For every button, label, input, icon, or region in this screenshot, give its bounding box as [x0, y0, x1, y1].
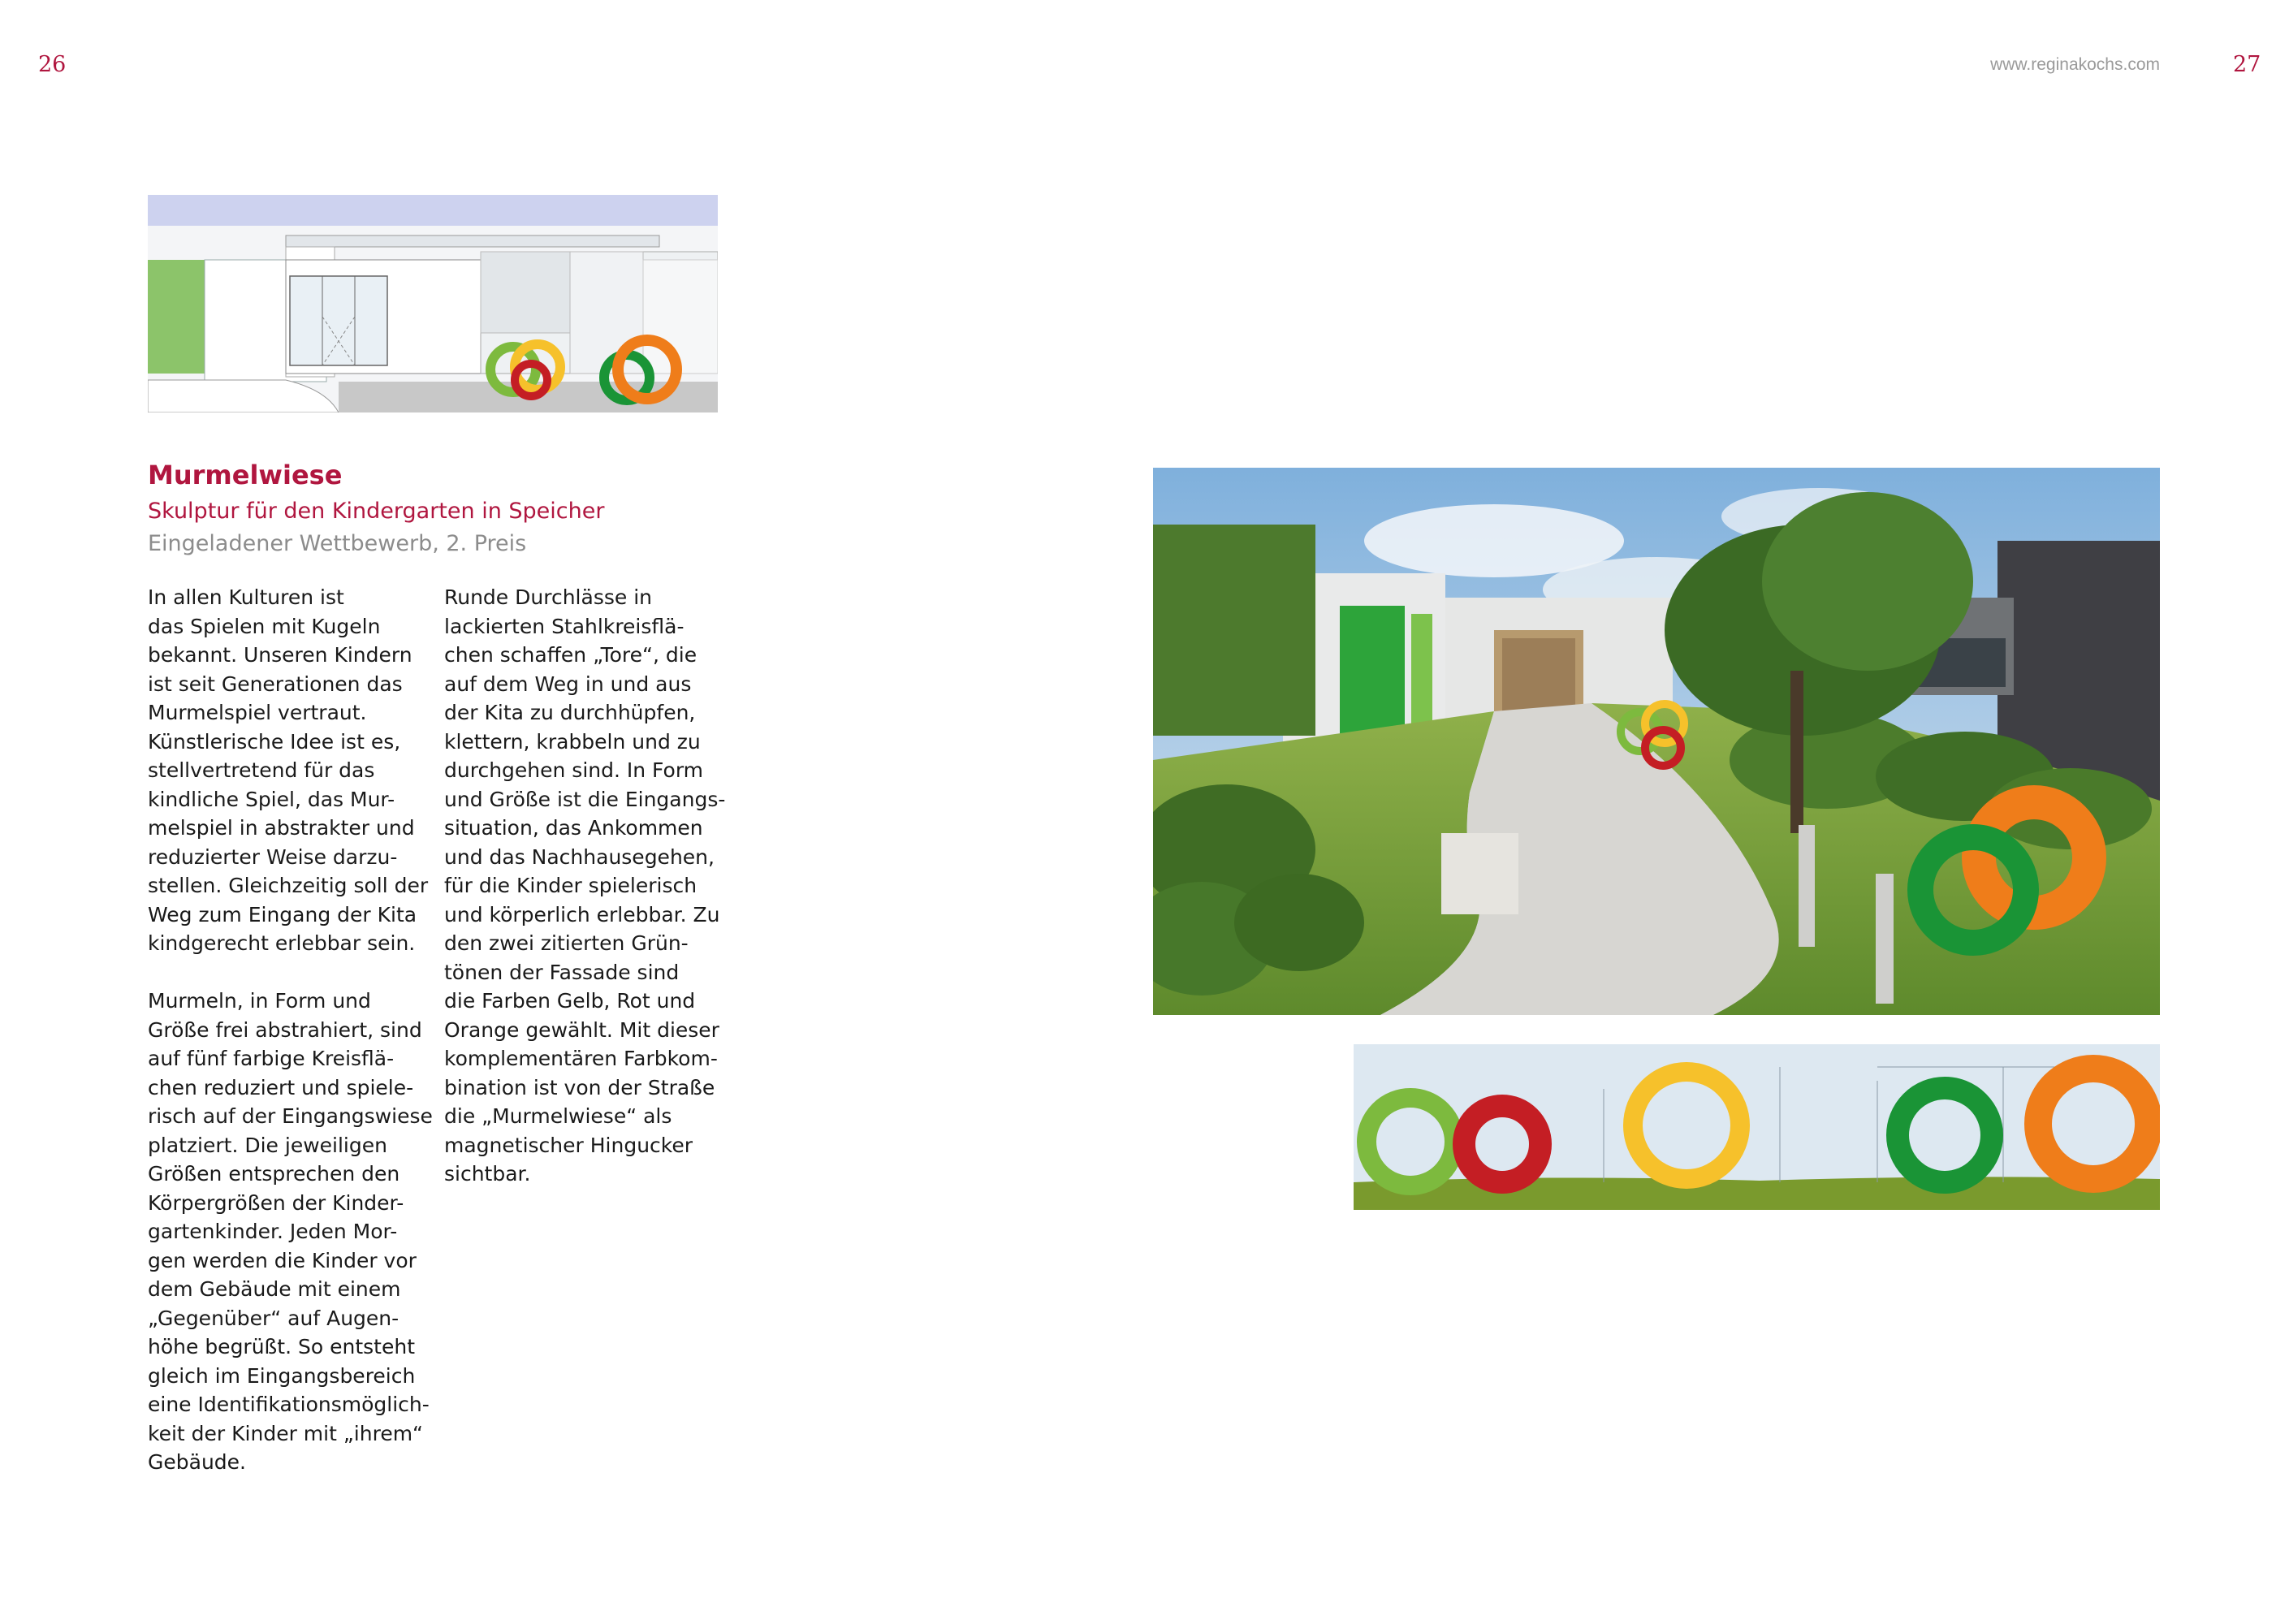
body-text-line: bekannt. Unseren Kindern [148, 643, 412, 667]
article-subtitle: Skulptur für den Kindergarten in Speicher [148, 499, 605, 524]
body-text-line: Weg zum Eingang der Kita [148, 902, 417, 926]
body-text-line: die Farben Gelb, Rot und [444, 989, 696, 1013]
sculpture-elevation-strip [1354, 1044, 2160, 1210]
body-text-line: Körpergrößen der Kinder- [148, 1190, 404, 1215]
body-text-line: „Gegenüber“ auf Augen- [148, 1306, 399, 1330]
paragraph-gap [148, 958, 428, 987]
page-number-left: 26 [38, 52, 67, 77]
body-text-line: sichtbar. [444, 1162, 531, 1186]
body-text-line: In allen Kulturen ist [148, 585, 344, 609]
body-text-line: gen werden die Kinder vor [148, 1248, 417, 1272]
body-text-line: die „Murmelwiese“ als [444, 1104, 672, 1128]
body-text-line: risch auf der Eingangswiese [148, 1104, 433, 1128]
website-url: www.reginakochs.com [1990, 55, 2160, 74]
body-text-line: den zwei zitierten Grün- [444, 931, 689, 955]
body-text-line: tönen der Fassade sind [444, 960, 680, 984]
body-text-line: gleich im Eingangsbereich [148, 1363, 416, 1388]
body-text-line: und das Nachhausegehen, [444, 844, 715, 869]
body-text-line: und Größe ist die Eingangs- [444, 787, 726, 811]
body-text-line: reduzierter Weise darzu- [148, 844, 398, 869]
body-text-line: gartenkinder. Jeden Mor- [148, 1220, 398, 1243]
body-text-line: Murmelspiel vertraut. [148, 701, 367, 724]
body-text-line: Größen entsprechen den [148, 1162, 400, 1186]
elevation-drawing [148, 195, 718, 412]
body-text-line: Künstlerische Idee ist es, [148, 729, 401, 754]
body-text-line: platziert. Die jeweiligen [148, 1133, 387, 1157]
body-text-line: Größe frei abstrahiert, sind [148, 1017, 422, 1042]
body-text-line: melspiel in abstrakter und [148, 816, 415, 840]
body-text-line: kindliche Spiel, das Mur- [148, 787, 395, 811]
body-text-line: magnetischer Hingucker [444, 1133, 693, 1157]
body-text-line: auf dem Weg in und aus [444, 672, 692, 696]
body-text-line: kindgerecht erlebbar sein. [148, 931, 416, 955]
body-text-line: dem Gebäude mit einem [148, 1277, 401, 1301]
body-text-line: höhe begrüßt. So entsteht [148, 1335, 415, 1358]
body-text-line: und körperlich erlebbar. Zu [444, 902, 720, 926]
body-text-line: der Kita zu durchhüpfen, [444, 701, 696, 724]
body-text-line: stellen. Gleichzeitig soll der [148, 874, 429, 897]
body-text-line: lackierten Stahlkreisflä- [444, 614, 685, 638]
competition-award: Eingeladener Wettbewerb, 2. Preis [148, 531, 527, 556]
body-text-line: stellvertretend für das [148, 758, 375, 782]
body-text-line: für die Kinder spielerisch [444, 874, 697, 897]
body-text-line: auf fünf farbige Kreisflä- [148, 1047, 395, 1070]
body-text-line: Gebäude. [148, 1450, 246, 1474]
body-text-line: keit der Kinder mit „ihrem“ [148, 1421, 424, 1445]
body-text-line: Orange gewählt. Mit dieser [444, 1017, 719, 1042]
body-text-line: durchgehen sind. In Form [444, 758, 704, 782]
body-text-line: das Spielen mit Kugeln [148, 614, 381, 638]
page-number-right: 27 [2233, 52, 2261, 77]
body-text-line: klettern, krabbeln und zu [444, 729, 701, 754]
body-text-line: komplementären Farbkom- [444, 1047, 718, 1070]
body-text-line: chen reduziert und spiele- [148, 1075, 414, 1099]
body-text-line: chen schaffen „Tore“, die [444, 643, 697, 667]
body-text-line: ist seit Generationen das [148, 672, 403, 696]
body-text-line: bination ist von der Straße [444, 1075, 715, 1099]
body-column-right [444, 583, 724, 1189]
body-text-line: Murmeln, in Form und [148, 989, 371, 1013]
article-title: Murmelwiese [148, 460, 343, 490]
body-text-line: eine Identifikationsmöglich- [148, 1393, 430, 1416]
kindergarten-render-image [1153, 468, 2160, 1015]
body-column-left [148, 583, 433, 1477]
body-text-line: Runde Durchlässe in [444, 585, 652, 609]
body-text-line: situation, das Ankommen [444, 816, 703, 840]
